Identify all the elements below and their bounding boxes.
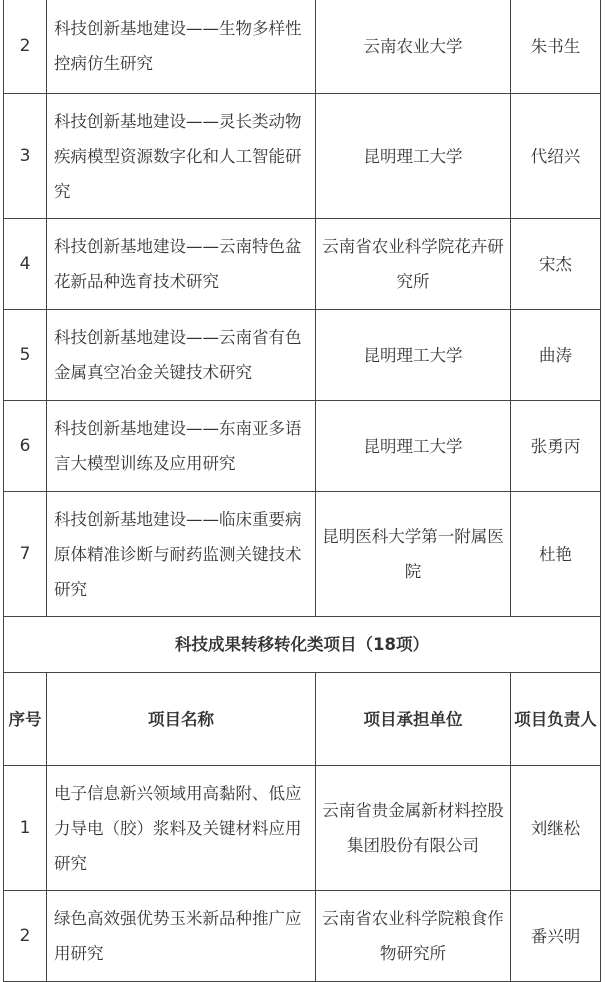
project-leader: 杜艳 [511,492,601,617]
table-row [4,310,601,401]
table-row [4,766,601,891]
table-row [4,401,601,492]
project-unit: 昆明理工大学 [316,310,511,401]
project-leader: 刘继松 [511,766,601,891]
project-unit: 昆明理工大学 [316,94,511,219]
header-unit: 项目承担单位 [316,673,511,766]
project-name: 科技创新基地建设——灵长类动物疾病模型资源数字化和人工智能研究 [47,94,316,219]
table-row [4,492,601,617]
table-row [4,219,601,310]
row-number: 1 [4,766,47,891]
table-body [4,0,601,982]
table-row [4,891,601,982]
project-leader: 曲涛 [511,310,601,401]
project-name: 科技创新基地建设——东南亚多语言大模型训练及应用研究 [47,401,316,492]
section-title: 科技成果转移转化类项目（18项） [4,617,601,673]
project-name: 科技创新基地建设——云南特色盆花新品种选育技术研究 [47,219,316,310]
section-title-row [4,617,601,673]
project-name: 科技创新基地建设——生物多样性控病仿生研究 [47,0,316,94]
row-number: 2 [4,0,47,94]
row-number: 3 [4,94,47,219]
row-number: 7 [4,492,47,617]
project-leader: 代绍兴 [511,94,601,219]
project-leader: 朱书生 [511,0,601,94]
project-unit: 云南省农业科学院粮食作物研究所 [316,891,511,982]
table-row [4,94,601,219]
header-name: 项目名称 [47,673,316,766]
table-header-row [4,673,601,766]
project-name: 电子信息新兴领域用高黏附、低应力导电（胶）浆料及关键材料应用研究 [47,766,316,891]
row-number: 5 [4,310,47,401]
row-number: 6 [4,401,47,492]
header-number: 序号 [4,673,47,766]
project-name: 科技创新基地建设——云南省有色金属真空冶金关键技术研究 [47,310,316,401]
table-row [4,0,601,94]
project-unit: 昆明理工大学 [316,401,511,492]
project-leader: 番兴明 [511,891,601,982]
project-unit: 云南省贵金属新材料控股集团股份有限公司 [316,766,511,891]
project-name: 科技创新基地建设——临床重要病原体精准诊断与耐药监测关键技术研究 [47,492,316,617]
project-unit: 云南省农业科学院花卉研究所 [316,219,511,310]
project-unit: 云南农业大学 [316,0,511,94]
project-table [3,0,601,982]
row-number: 2 [4,891,47,982]
project-name: 绿色高效强优势玉米新品种推广应用研究 [47,891,316,982]
row-number: 4 [4,219,47,310]
project-unit: 昆明医科大学第一附属医院 [316,492,511,617]
header-leader: 项目负责人 [511,673,601,766]
project-leader: 张勇丙 [511,401,601,492]
project-leader: 宋杰 [511,219,601,310]
